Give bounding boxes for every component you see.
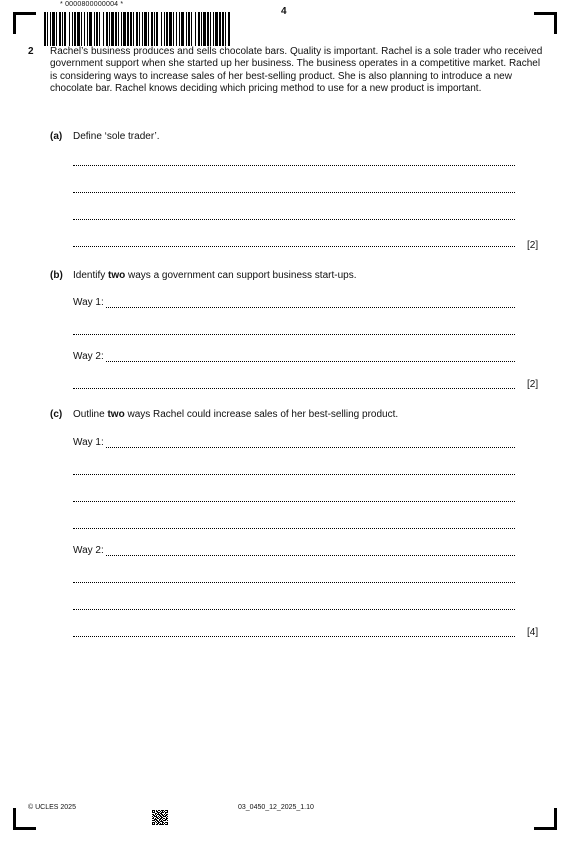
marks-label: [4] (527, 627, 539, 638)
way-2-label: Way 2: (73, 351, 104, 362)
corner-mark-bottom-left (13, 827, 36, 830)
question-stem: Rachel’s business produces and sells chocolate bars. Quality is important. Rachel is a sole trader who received government support when she started up her business. The business operates in a competitive market. Rachel is considering ways to increase sales of her best-selling product. She is also planning to introduce a new chocolate bar. Rachel knows deciding which pricing method to use for a new product is important. (50, 46, 543, 95)
marks-label: [2] (527, 379, 539, 390)
answer-line[interactable] (73, 528, 515, 529)
question-number: 2 (28, 46, 34, 57)
way-1-label: Way 1: (73, 437, 104, 448)
answer-line[interactable] (73, 219, 515, 220)
answer-line[interactable] (73, 501, 515, 502)
part-a-text: Define ‘sole trader’. (73, 131, 160, 142)
paper-code: 03_0450_12_2025_1.10 (238, 804, 314, 811)
marks-label: [2] (527, 240, 539, 251)
barcode-number: * 0000800000004 * (60, 1, 124, 8)
corner-mark-top-right (554, 12, 557, 34)
page-number: 4 (281, 6, 287, 17)
qr-code-image (152, 810, 168, 826)
answer-line[interactable] (73, 474, 515, 475)
barcode-image (44, 12, 230, 46)
way-2-label: Way 2: (73, 545, 104, 556)
corner-mark-top-left (13, 12, 16, 34)
part-a-label: (a) (50, 131, 63, 142)
answer-line[interactable] (73, 447, 515, 448)
part-c-text: Outline two ways Rachel could increase sales of her best-selling product. (73, 409, 399, 420)
answer-line[interactable] (73, 636, 515, 637)
copyright-notice: © UCLES 2025 (28, 804, 76, 811)
answer-line[interactable] (73, 609, 515, 610)
corner-mark-top-left (13, 12, 36, 15)
answer-line[interactable] (73, 582, 515, 583)
answer-line[interactable] (73, 165, 515, 166)
answer-line[interactable] (73, 192, 515, 193)
part-b-text: Identify two ways a government can support business start-ups. (73, 270, 357, 281)
answer-line[interactable] (73, 555, 515, 556)
answer-line[interactable] (73, 388, 515, 389)
corner-mark-bottom-right (534, 827, 557, 830)
answer-line[interactable] (73, 246, 515, 247)
part-b-label: (b) (50, 270, 63, 281)
answer-line[interactable] (73, 334, 515, 335)
answer-line[interactable] (73, 361, 515, 362)
answer-line[interactable] (73, 307, 515, 308)
part-c-label: (c) (50, 409, 63, 420)
way-1-label: Way 1: (73, 297, 104, 308)
